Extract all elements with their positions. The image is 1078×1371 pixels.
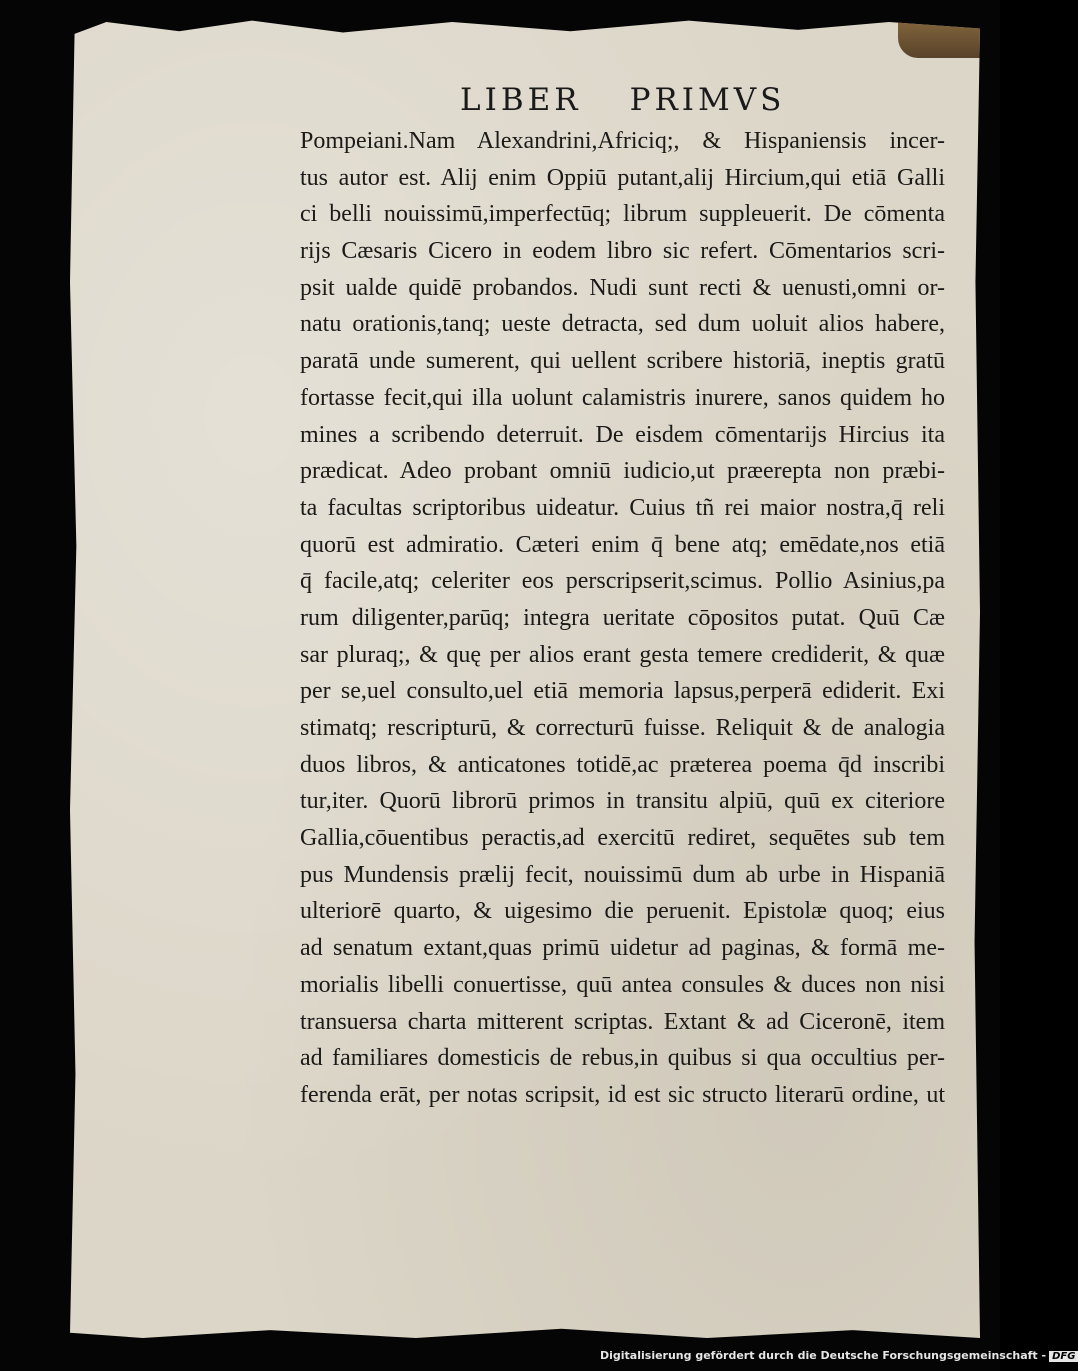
text-line: mines a scribendo deterruit. De eisdem cōmentarijs Hircius ita: [300, 421, 945, 448]
text-line: tus autor est. Alij enim Oppiū putant,alij Hircium,qui etiā Galli: [300, 164, 945, 191]
text-line: ad familiares domesticis de rebus,in quibus si qua occultius per-: [300, 1045, 945, 1072]
binding-edge: [898, 18, 980, 58]
text-line: rijs Cæsaris Cicero in eodem libro sic refert. Cōmentarios scri-: [300, 238, 945, 265]
dfg-logo: DFG: [1049, 1351, 1078, 1362]
text-line: natu orationis,tanq; ueste detracta, sed dum uoluit alios habere,: [300, 311, 945, 338]
text-line: ferenda erāt, per notas scripsit, id est sic structo literarū ordine, ut: [300, 1081, 945, 1108]
text-line: transuersa charta mitterent scriptas. Extant & ad Ciceronē, item: [300, 1008, 945, 1035]
credit-text: Digitalisierung gefördert durch die Deutsche Forschungsgemeinschaft -: [600, 1349, 1047, 1362]
text-line: morialis libelli conuertisse, quū antea consules & duces non nisi: [300, 971, 945, 998]
text-line: rum diligenter,parūq; integra ueritate cōpositos putat. Quū Cæ: [300, 604, 945, 631]
text-line: tur,iter. Quorū librorū primos in transitu alpiū, quū ex citeriore: [300, 788, 945, 815]
text-line: ulteriorē quarto, & uigesimo die peruenit. Epistolæ quoq; eius: [300, 898, 945, 925]
text-line: Gallia,cōuentibus peractis,ad exercitū rediret, sequētes sub tem: [300, 825, 945, 852]
text-line: paratā unde sumerent, qui uellent scribere historiā, ineptis gratū: [300, 348, 945, 375]
running-header-word-primvs: PRIMVS: [629, 82, 786, 118]
text-line: duos libros, & anticatones totidē,ac præterea poema q̄d inscribi: [300, 751, 945, 778]
text-line: q̄ facile,atq; celeriter eos perscripserit,scimus. Pollio Asinius,pa: [300, 568, 945, 595]
text-line: stimatq; rescripturū, & correcturū fuisse. Reliquit & de analogia: [300, 715, 945, 741]
running-header-word-liber: LIBER: [460, 82, 582, 118]
text-line: per se,uel consulto,uel etiā memoria lapsus,perperā ediderit. Exi: [300, 678, 945, 705]
text-line: sar pluraq;, & quę per alios erant gesta temere crediderit, & quæ: [300, 641, 945, 668]
text-line: fortasse fecit,qui illa uolunt calamistris inurere, sanos quidem ho: [300, 384, 945, 411]
text-line: psit ualde quidē probandos. Nudi sunt recti & uenusti,omni or-: [300, 274, 945, 301]
text-line: ci belli nouissimū,imperfectūq; librum suppleuerit. De cōmenta: [300, 201, 945, 228]
text-line: quorū est admiratio. Cæteri enim q̄ bene atq; emēdate,nos etiā: [300, 531, 945, 558]
text-line: pus Mundensis prælij fecit, nouissimū dum ab urbe in Hispaniā: [300, 861, 945, 888]
text-line: ta facultas scriptoribus uideatur. Cuius tñ rei maior nostra,q̄ reli: [300, 494, 945, 521]
running-header: [460, 82, 785, 118]
text-line: Pompeiani.Nam Alexandrini,Africiq;, & Hispaniensis incer-: [300, 128, 945, 154]
text-block: [300, 123, 945, 1114]
text-line: prædicat. Adeo probant omniū iudicio,ut præerepta non præbi-: [300, 458, 945, 485]
text-line: ad senatum extant,quas primū uidetur ad paginas, & formā me-: [300, 935, 945, 962]
digitization-credit: [600, 1349, 1078, 1362]
